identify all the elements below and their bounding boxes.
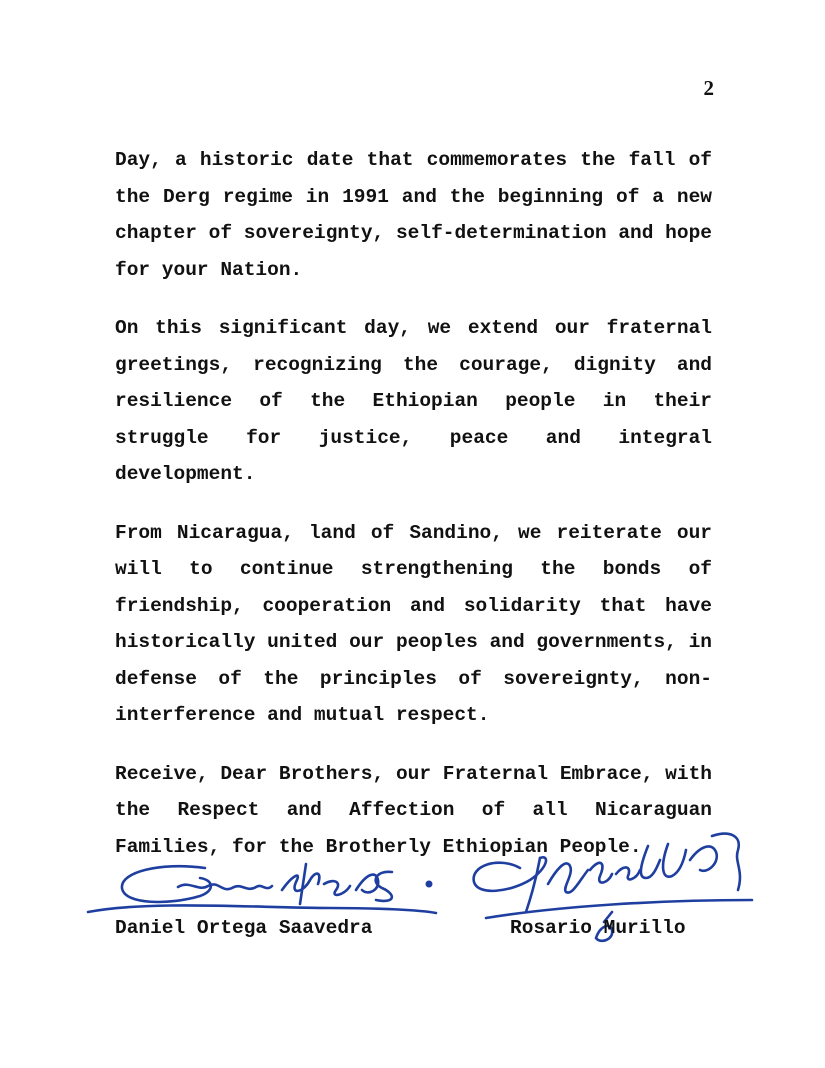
signatory-name-ortega: Daniel Ortega Saavedra — [115, 917, 373, 939]
letter-body — [115, 142, 712, 887]
paragraph-3: From Nicaragua, land of Sandino, we reiterate our will to continue strengthening the bonds of friendship, cooperation and solidarity that have historically united our peoples and governments, in defense of the principles of sovereignty, non-interference and mutual respect. — [115, 521, 712, 726]
paragraph-4: Receive, Dear Brothers, our Fraternal Embrace, with the Respect and Affection of all Nicaraguan Families, for the Brotherly Ethiopian People. — [115, 762, 712, 858]
paragraph-2: On this significant day, we extend our fraternal greetings, recognizing the courage, dignity and resilience of the Ethiopian people in their struggle for justice, peace and integral development. — [115, 317, 712, 485]
signatory-name-murillo: Rosario Murillo — [510, 917, 686, 939]
paragraph-1: Day, a historic date that commemorates the fall of the Derg regime in 1991 and the beginning of a new chapter of sovereignty, self-determination and hope for your Nation. — [115, 149, 712, 281]
page-number: 2 — [703, 76, 714, 100]
